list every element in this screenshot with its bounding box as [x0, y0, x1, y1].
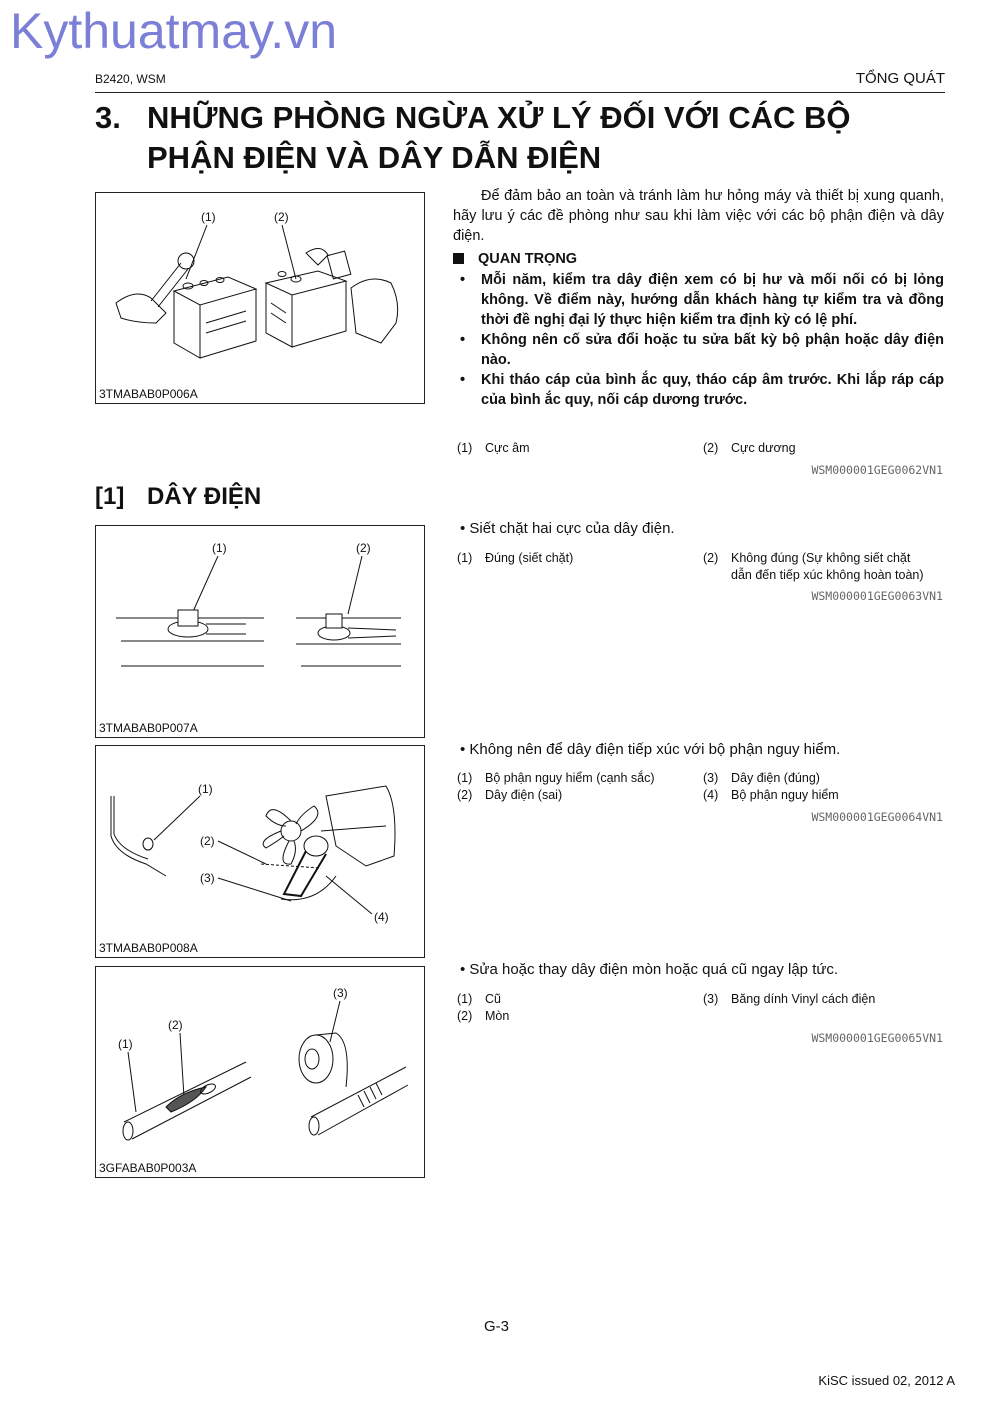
- important-label: QUAN TRỌNG: [478, 251, 578, 267]
- header-manual-id: B2420, WSM: [95, 72, 166, 86]
- issue-note: KiSC issued 02, 2012 A: [818, 1373, 955, 1388]
- fig3-ref-code: WSM000001GEG0064VN1: [811, 810, 943, 824]
- fig1-callout-1: (1): [201, 210, 216, 224]
- legend-text: Bộ phận nguy hiểm: [731, 788, 839, 802]
- wire-repair-illustration: [96, 967, 424, 1177]
- section-title: [95, 483, 261, 511]
- fig3-callout-3: (3): [200, 871, 215, 885]
- fig2-ref-code: WSM000001GEG0063VN1: [811, 589, 943, 603]
- legend-text: Cực dương: [731, 441, 796, 455]
- fig3-callout-1: (1): [198, 782, 213, 796]
- legend-num: (2): [457, 1009, 473, 1023]
- fig1-legend: [457, 440, 947, 458]
- legend-num: (2): [703, 551, 719, 565]
- square-bullet-icon: [453, 253, 464, 264]
- fig3-code: 3TMABAB0P008A: [99, 941, 198, 955]
- important-item: • Khi tháo cáp của bình ắc quy, tháo cáp âm trước. Khi lắp ráp cáp của bình ắc quy, nối cáp dương trước.: [453, 370, 944, 410]
- section-label: DÂY ĐIỆN: [147, 483, 262, 510]
- fig4-bullet: • Sửa hoặc thay dây điện mòn hoặc quá cũ ngay lập tức.: [460, 961, 838, 978]
- legend-text: Bộ phận nguy hiểm (cạnh sắc): [485, 771, 655, 785]
- header-section: TỔNG QUÁT: [855, 70, 945, 87]
- fig4-legend: [457, 991, 947, 1027]
- fig1-ref-code: WSM000001GEG0062VN1: [811, 463, 943, 477]
- important-item: • Không nên cố sửa đổi hoặc tu sửa bất kỳ bộ phận hoặc dây điện nào.: [453, 330, 944, 370]
- legend-text: Mòn: [485, 1009, 510, 1023]
- fig3-callout-2: (2): [200, 834, 215, 848]
- fig4-code: 3GFABAB0P003A: [99, 1161, 197, 1175]
- fig2-code: 3TMABAB0P007A: [99, 721, 198, 735]
- page-number: G-3: [483, 1318, 509, 1335]
- important-item: • Mỗi năm, kiểm tra dây điện xem có bị hư và mối nối có bị lỏng không. Về điểm này, hướng dẫn khách hàng tự kiểm tra và đồng thời đề nghị đại lý thực hiện kiểm tra định kỳ có lệ phí.: [453, 270, 944, 330]
- engine-fan-illustration: [96, 746, 424, 957]
- legend-num: (2): [457, 788, 473, 802]
- legend-text: Không đúng (Sự không siết chặt: [731, 551, 911, 565]
- page-title: [95, 98, 851, 178]
- fig4-ref-code: WSM000001GEG0065VN1: [811, 1031, 943, 1045]
- legend-text: Cực âm: [485, 441, 530, 455]
- intro-paragraph: Để đảm bảo an toàn và tránh làm hư hỏng máy và thiết bị xung quanh, hãy lưu ý các đề phòng như sau khi làm việc với các bộ phận điện và dây điện.: [453, 188, 944, 244]
- figure-worn-wire: [95, 966, 425, 1178]
- legend-text: Băng dính Vinyl cách điện: [731, 992, 876, 1006]
- legend-text: Dây điện (đúng): [731, 771, 820, 785]
- title-line-1: NHỮNG PHÒNG NGỪA XỬ LÝ ĐỐI VỚI CÁC BỘ: [147, 100, 851, 135]
- fig2-callout-1: (1): [212, 541, 227, 555]
- fig1-callout-2: (2): [274, 210, 289, 224]
- figure-battery-terminals: [95, 192, 425, 404]
- fig1-code: 3TMABAB0P006A: [99, 387, 198, 401]
- legend-num: (3): [703, 771, 719, 785]
- fig4-callout-3: (3): [333, 986, 348, 1000]
- legend-num: (2): [703, 441, 719, 455]
- legend-text: Dây điện (sai): [485, 788, 563, 802]
- title-number: 3.: [95, 100, 121, 135]
- legend-text-cont: dẫn đến tiếp xúc không hoàn toàn): [731, 568, 924, 582]
- fig2-callout-2: (2): [356, 541, 371, 555]
- fig3-bullet: • Không nên để dây điện tiếp xúc với bộ phận nguy hiểm.: [460, 741, 840, 758]
- fig4-callout-2: (2): [168, 1018, 183, 1032]
- terminal-illustration: [96, 526, 424, 737]
- important-list: [453, 270, 944, 410]
- legend-text: Cũ: [485, 992, 501, 1006]
- figure-terminal-tightening: [95, 525, 425, 738]
- header-rule: [95, 92, 945, 93]
- section-number: [1]: [95, 483, 125, 510]
- battery-illustration: [96, 193, 424, 403]
- fig4-callout-1: (1): [118, 1037, 133, 1051]
- fig3-legend: [457, 770, 947, 806]
- title-line-2: PHẬN ĐIỆN VÀ DÂY DẪN ĐIỆN: [147, 140, 602, 175]
- fig3-callout-4: (4): [374, 910, 389, 924]
- legend-text: Đúng (siết chặt): [485, 551, 574, 565]
- important-heading: [453, 251, 577, 267]
- legend-num: (1): [457, 441, 473, 455]
- legend-num: (1): [457, 551, 473, 565]
- legend-num: (1): [457, 992, 473, 1006]
- legend-num: (1): [457, 771, 473, 785]
- figure-dangerous-parts: [95, 745, 425, 958]
- watermark: Kythuatmay.vn: [10, 3, 338, 59]
- legend-num: (4): [703, 788, 719, 802]
- fig2-bullet: • Siết chặt hai cực của dây điện.: [460, 520, 675, 537]
- legend-num: (3): [703, 992, 719, 1006]
- fig2-legend: [457, 550, 947, 586]
